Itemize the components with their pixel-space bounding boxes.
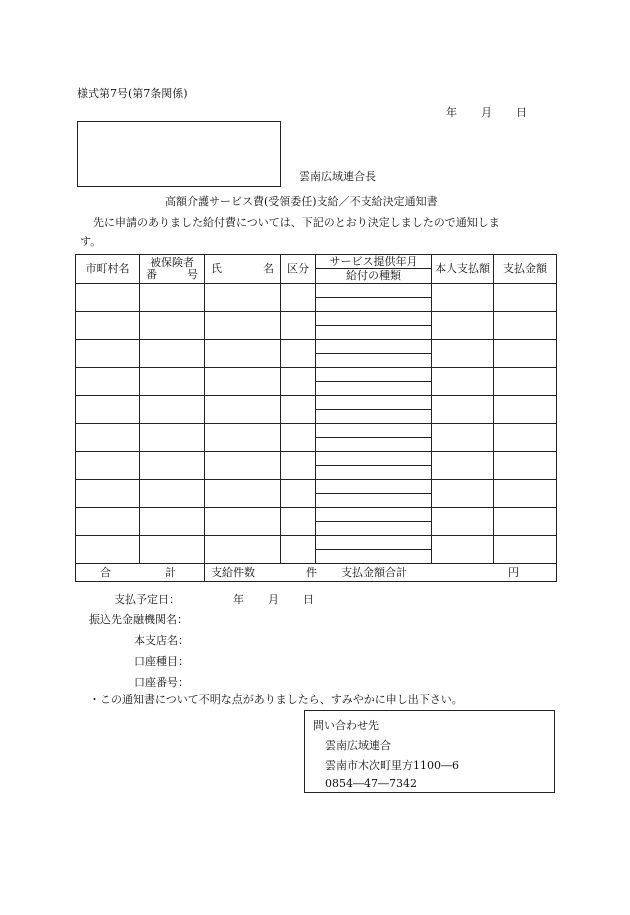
cell-name: [205, 284, 281, 312]
payment-date-day: 日: [303, 593, 314, 606]
account-number-label: 口座番号：: [134, 676, 189, 689]
cell-municipality: [76, 536, 140, 564]
cell-service-split: [316, 424, 431, 451]
table-row: [76, 536, 557, 564]
cell-self-paid: [432, 508, 494, 536]
cell-paid-amount: [494, 368, 557, 396]
cell-name: [205, 312, 281, 340]
cell-paid-amount: [494, 452, 557, 480]
header-municipality: 市町村名: [76, 255, 140, 284]
table-header-row: [76, 255, 557, 284]
cell-name: [205, 396, 281, 424]
header-service-stack: [316, 255, 431, 283]
cell-self-paid: [432, 312, 494, 340]
account-type-label: 口座種目：: [134, 655, 189, 668]
header-service: [316, 255, 432, 284]
header-benefit-type: 給付の種類: [346, 269, 401, 282]
cell-name: [205, 536, 281, 564]
cell-service-split: [316, 396, 431, 423]
cell-service-split: [316, 368, 431, 395]
form-number: 様式第7号(第7条関係): [77, 87, 188, 100]
cell-paid-amount: [494, 508, 557, 536]
table-row: [76, 452, 557, 480]
cell-category: [281, 452, 316, 480]
cell-name: [205, 480, 281, 508]
cell-service: [316, 480, 432, 508]
cell-insured-number: [140, 312, 205, 340]
cell-category: [281, 396, 316, 424]
cell-insured-number: [140, 536, 205, 564]
cell-name: [205, 508, 281, 536]
date-year: 年: [446, 106, 457, 119]
total-summary-cell: [205, 564, 557, 582]
payment-date-month: 月: [268, 593, 279, 606]
cell-insured-number: [140, 480, 205, 508]
cell-municipality: [76, 340, 140, 368]
total-sum-label: 支払金額合計: [341, 565, 407, 579]
table-row: [76, 480, 557, 508]
inquiry-heading: 問い合わせ先: [313, 719, 379, 732]
header-paid-amount: 支払金額: [494, 255, 557, 284]
date-day: 日: [516, 106, 527, 119]
cell-name: [205, 368, 281, 396]
cell-municipality: [76, 508, 140, 536]
cell-municipality: [76, 368, 140, 396]
cell-service-split: [316, 536, 431, 563]
total-count-label: 支給件数: [211, 565, 255, 579]
table-row: [76, 312, 557, 340]
notice-text: ・この通知書について不明な点がありましたら、すみやかに申し出下さい。: [89, 693, 463, 706]
total-label-a: 合: [100, 565, 111, 579]
cell-category: [281, 340, 316, 368]
cell-paid-amount: [494, 536, 557, 564]
cell-municipality: [76, 312, 140, 340]
cell-insured-number: [140, 452, 205, 480]
cell-municipality: [76, 396, 140, 424]
cell-service: [316, 368, 432, 396]
cell-paid-amount: [494, 284, 557, 312]
cell-insured-number: [140, 396, 205, 424]
cell-paid-amount: [494, 312, 557, 340]
cell-category: [281, 312, 316, 340]
cell-paid-amount: [494, 424, 557, 452]
cell-name: [205, 452, 281, 480]
cell-insured-number: [140, 340, 205, 368]
cell-name: [205, 340, 281, 368]
inquiry-address: 雲南市木次町里方1100―6: [325, 759, 459, 772]
table-row: [76, 340, 557, 368]
date-month: 月: [481, 106, 492, 119]
cell-municipality: [76, 452, 140, 480]
cell-self-paid: [432, 536, 494, 564]
cell-paid-amount: [494, 480, 557, 508]
cell-service: [316, 312, 432, 340]
cell-category: [281, 536, 316, 564]
cell-self-paid: [432, 396, 494, 424]
header-name-b: 名: [263, 262, 274, 275]
header-name: [205, 255, 281, 284]
cell-name: [205, 424, 281, 452]
issuer-name: 雲南広域連合長: [299, 170, 376, 183]
cell-insured-number: [140, 368, 205, 396]
cell-municipality: [76, 480, 140, 508]
cell-paid-amount: [494, 396, 557, 424]
total-label-b: 計: [165, 565, 176, 579]
cell-service-split: [316, 340, 431, 367]
table-body: [76, 284, 557, 564]
payment-date-label: 支払予定日：: [114, 593, 180, 606]
header-insured-bottom-b: 号: [187, 268, 198, 281]
table-row: [76, 284, 557, 312]
table-row: [76, 368, 557, 396]
intro-text-line1: 先に申請のありました給付費については、下記のとおり決定しましたので通知しま: [93, 216, 500, 229]
header-name-a: 氏: [211, 262, 222, 275]
cell-municipality: [76, 284, 140, 312]
cell-service: [316, 508, 432, 536]
cell-insured-number: [140, 424, 205, 452]
header-self-paid: 本人支払額: [432, 255, 494, 284]
inquiry-box: [304, 710, 555, 793]
payment-date-year: 年: [233, 593, 244, 606]
cell-self-paid: [432, 368, 494, 396]
header-name-inner: [205, 263, 280, 275]
cell-self-paid: [432, 480, 494, 508]
cell-service: [316, 284, 432, 312]
cell-service-split: [316, 312, 431, 339]
header-category: 区分: [281, 255, 316, 284]
cell-service: [316, 452, 432, 480]
total-count-unit: 件: [306, 565, 317, 579]
cell-service: [316, 424, 432, 452]
cell-service-split: [316, 452, 431, 479]
cell-self-paid: [432, 284, 494, 312]
total-label-cell: [76, 564, 205, 582]
table-row: [76, 508, 557, 536]
cell-category: [281, 368, 316, 396]
table-row: [76, 396, 557, 424]
recipient-address-box: [77, 121, 281, 187]
inquiry-org: 雲南広域連合: [325, 739, 391, 752]
cell-service-split: [316, 284, 431, 311]
branch-name-label: 本支店名：: [134, 634, 189, 647]
header-insured-bottom-a: 番: [146, 268, 157, 281]
cell-service: [316, 340, 432, 368]
table-row: [76, 424, 557, 452]
cell-self-paid: [432, 424, 494, 452]
cell-municipality: [76, 424, 140, 452]
benefit-table: [75, 254, 557, 582]
cell-category: [281, 284, 316, 312]
bank-name-label: 振込先金融機関名：: [89, 613, 188, 626]
document-title: 高額介護サービス費(受領委任)支給／不支給決定通知書: [165, 195, 438, 208]
header-service-month: サービス提供年月: [316, 255, 431, 269]
cell-category: [281, 508, 316, 536]
intro-text-line2: す。: [80, 235, 102, 248]
header-insured-top: 被保険者: [150, 256, 194, 269]
header-insured-number: [140, 255, 205, 284]
cell-service-split: [316, 508, 431, 535]
cell-insured-number: [140, 508, 205, 536]
total-sum-unit: 円: [508, 565, 519, 579]
cell-self-paid: [432, 452, 494, 480]
cell-category: [281, 480, 316, 508]
cell-paid-amount: [494, 340, 557, 368]
cell-service: [316, 536, 432, 564]
inquiry-phone: 0854―47―7342: [325, 777, 417, 790]
cell-service: [316, 396, 432, 424]
cell-category: [281, 424, 316, 452]
header-insured-bottom: [140, 269, 204, 281]
table-total-row: [76, 564, 557, 582]
cell-service-split: [316, 480, 431, 507]
cell-insured-number: [140, 284, 205, 312]
cell-self-paid: [432, 340, 494, 368]
